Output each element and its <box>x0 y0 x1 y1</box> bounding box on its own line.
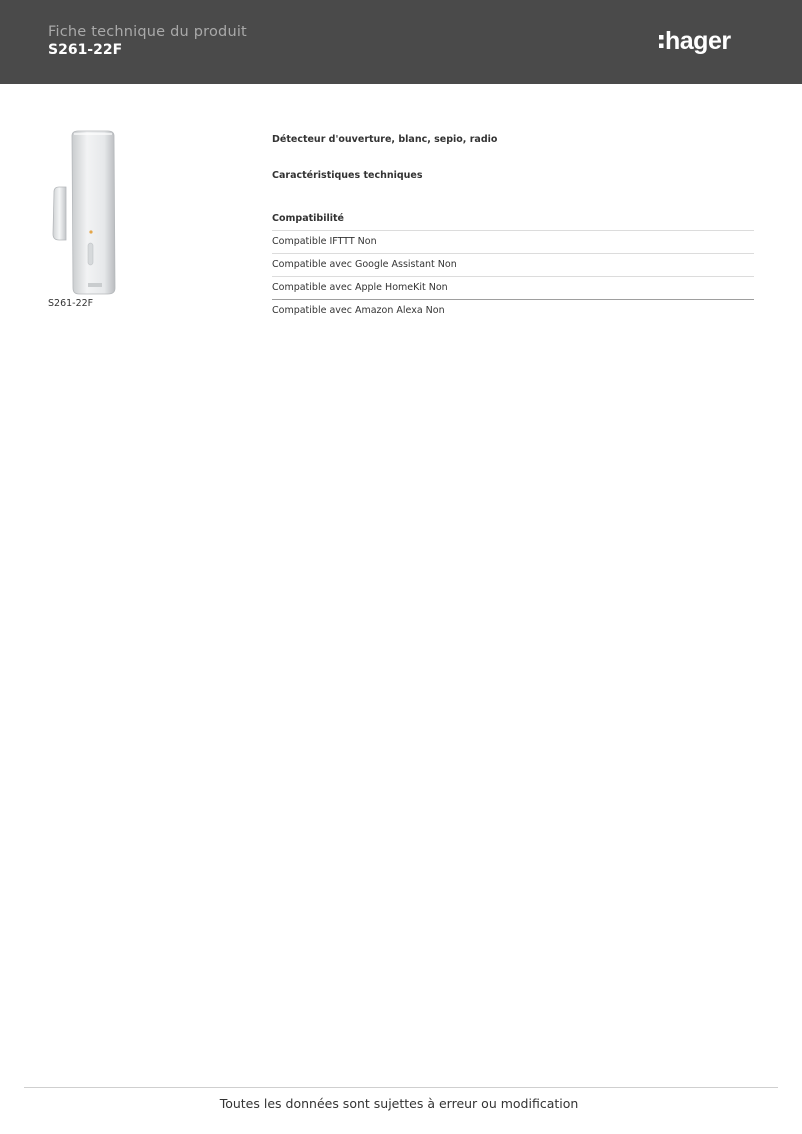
product-details <box>272 132 754 322</box>
hager-logo <box>656 22 756 60</box>
spec-row: Compatible avec Google Assistant Non <box>272 254 754 277</box>
logo-wordmark: hager <box>665 27 731 55</box>
image-caption: S261-22F <box>48 298 94 309</box>
spec-row: Compatible avec Amazon Alexa Non <box>272 305 445 316</box>
page-header <box>0 0 802 84</box>
footer-disclaimer: Toutes les données sont sujettes à erreur ou modification <box>219 1096 579 1111</box>
product-image <box>44 128 124 296</box>
document-type-label: Fiche technique du produit <box>48 24 247 40</box>
spec-row: Compatible IFTTT Non <box>272 231 754 254</box>
spec-row: Compatible avec Apple HomeKit Non <box>272 277 754 300</box>
spec-group-title: Compatibilité <box>272 210 754 231</box>
logo-dot-bottom <box>659 44 664 49</box>
product-reference: S261-22F <box>48 42 123 58</box>
logo-dot-top <box>659 35 664 40</box>
footer-divider <box>24 1087 778 1088</box>
section-title: Caractéristiques techniques <box>272 170 423 181</box>
product-name: Détecteur d'ouverture, blanc, sepio, radio <box>272 134 498 145</box>
